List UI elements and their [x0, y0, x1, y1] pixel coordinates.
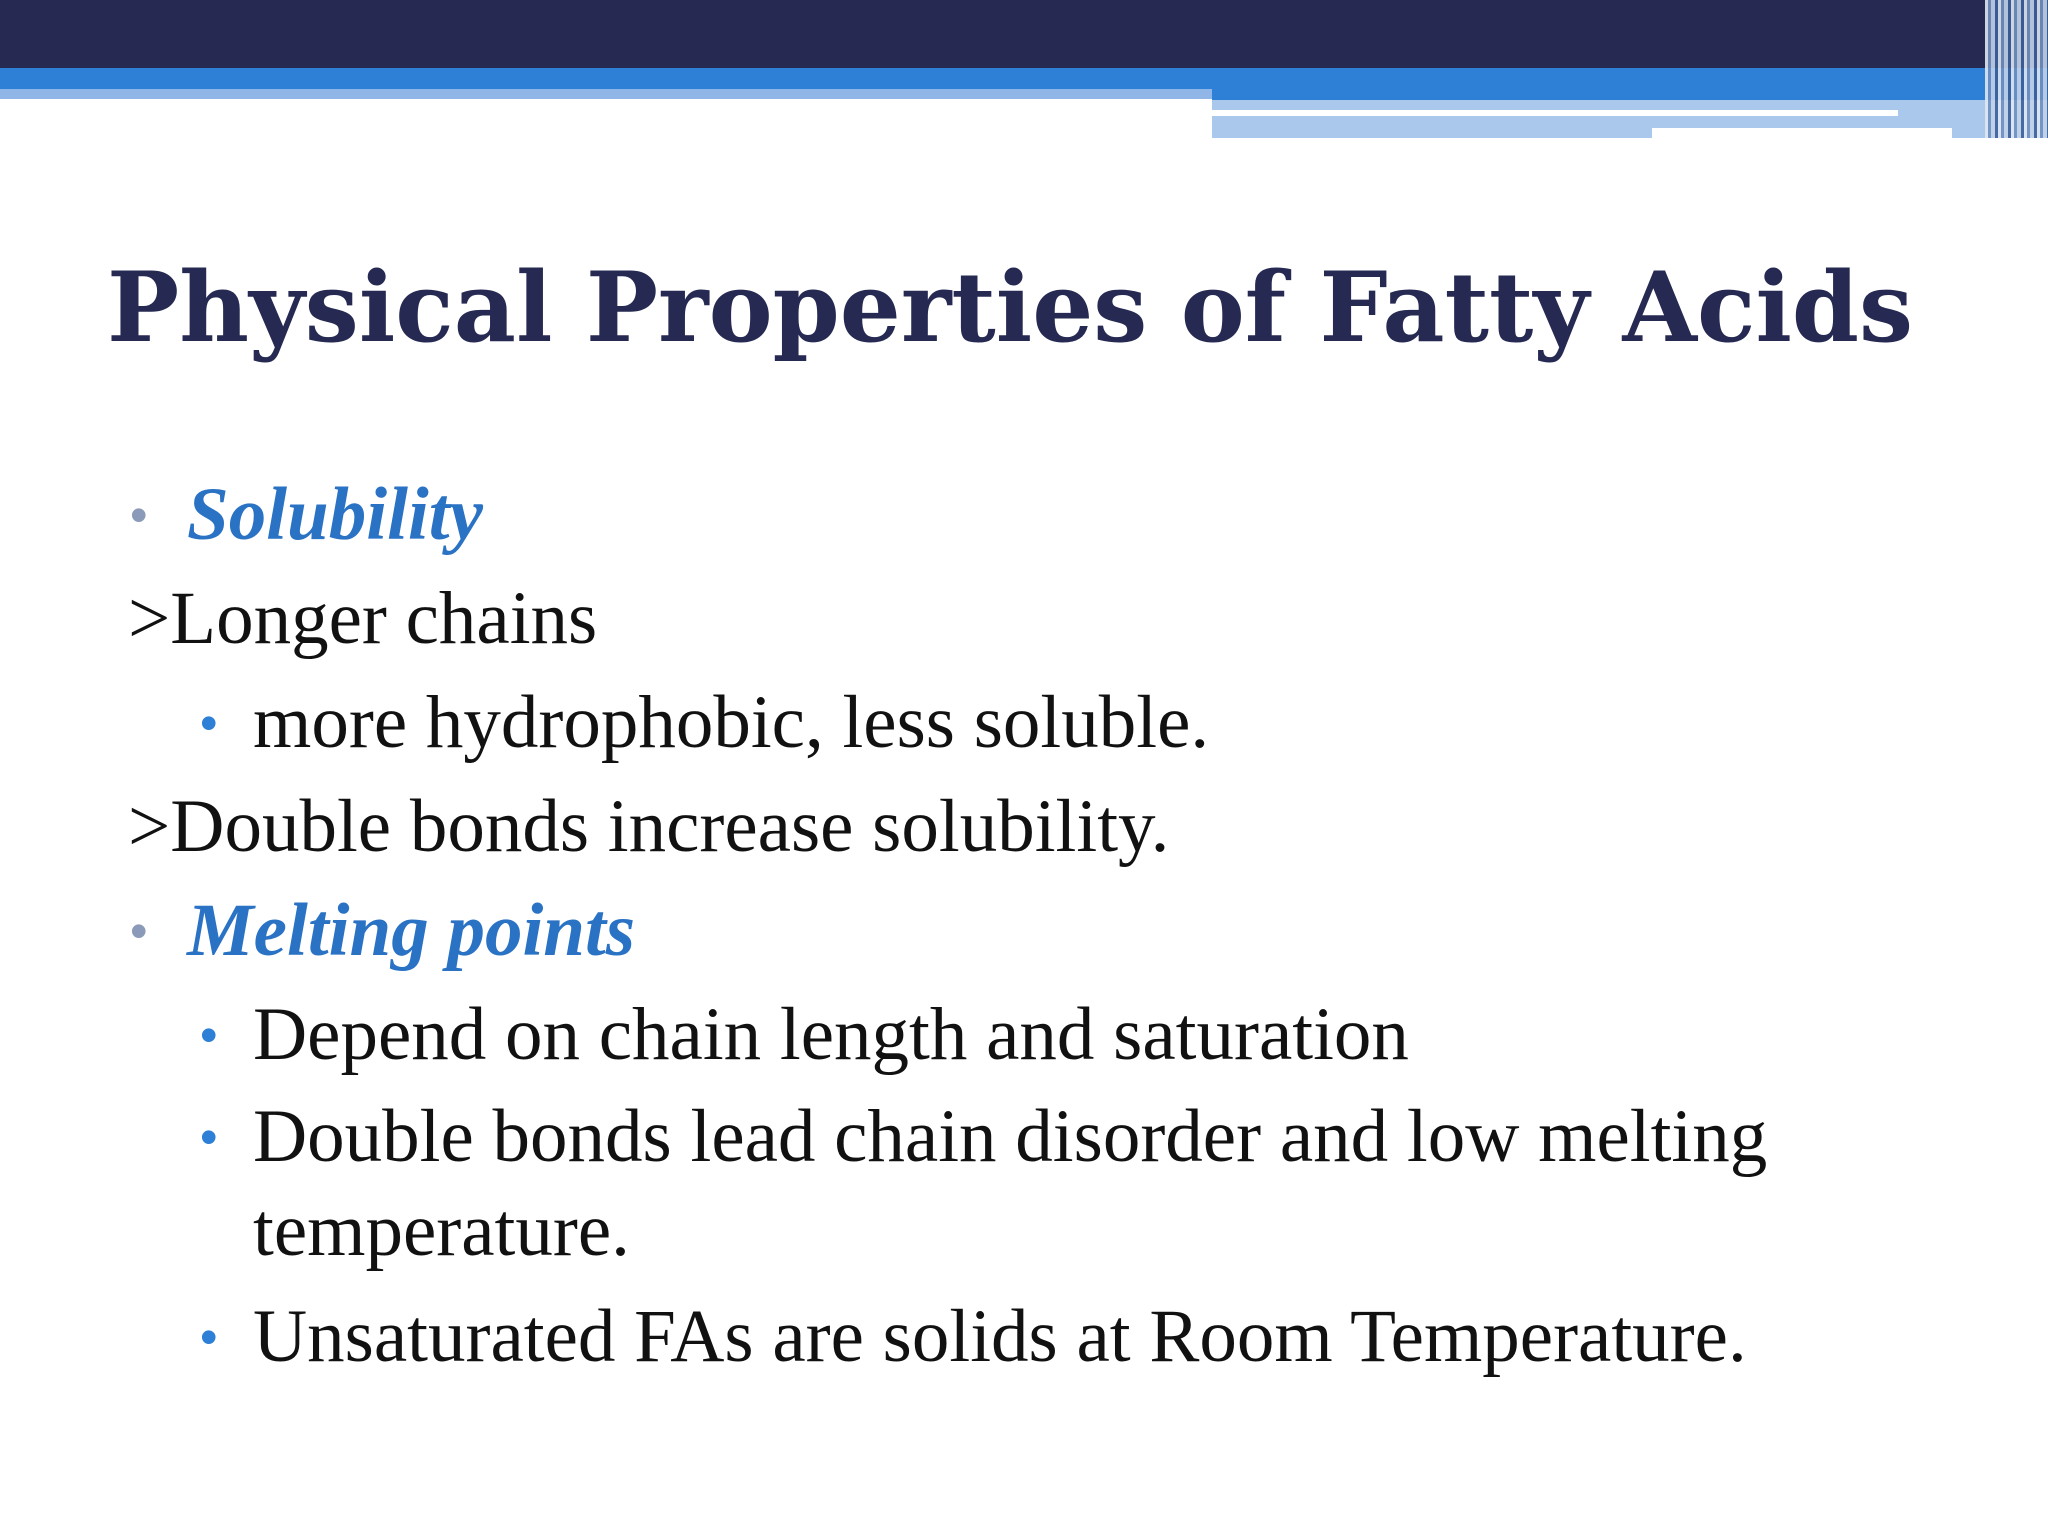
- sub-bullet-text: Unsaturated FAs are solids at Room Temperature.: [253, 1295, 1747, 1378]
- header-banner-right-blue: [1212, 68, 2048, 100]
- header-banner-stripes: [1985, 0, 2048, 138]
- sub-bullet-continuation: temperature.: [253, 1189, 630, 1272]
- header-banner-strip: [1212, 110, 1898, 116]
- header-banner-strip: [1652, 128, 1952, 138]
- section-heading-melting-points: Melting points: [187, 889, 636, 972]
- bullet-icon: •: [130, 903, 148, 959]
- slide-title: Physical Properties of Fatty Acids: [107, 251, 1914, 364]
- sub-bullet-text: Double bonds lead chain disorder and low melting: [253, 1095, 1768, 1178]
- body-line: >Longer chains: [128, 577, 598, 660]
- bullet-icon: •: [200, 1309, 218, 1365]
- bullet-icon: •: [130, 487, 148, 543]
- sub-bullet-text: more hydrophobic, less soluble.: [253, 681, 1210, 764]
- section-heading-solubility: Solubility: [187, 473, 483, 556]
- sub-bullet-text: Depend on chain length and saturation: [253, 993, 1409, 1076]
- body-line: >Double bonds increase solubility.: [128, 785, 1170, 868]
- bullet-icon: •: [200, 1109, 218, 1165]
- bullet-icon: •: [200, 695, 218, 751]
- header-banner-blue-light: [0, 89, 1212, 99]
- header-banner-blue: [0, 68, 1212, 89]
- header-banner-dark: [0, 0, 2048, 68]
- bullet-icon: •: [200, 1007, 218, 1063]
